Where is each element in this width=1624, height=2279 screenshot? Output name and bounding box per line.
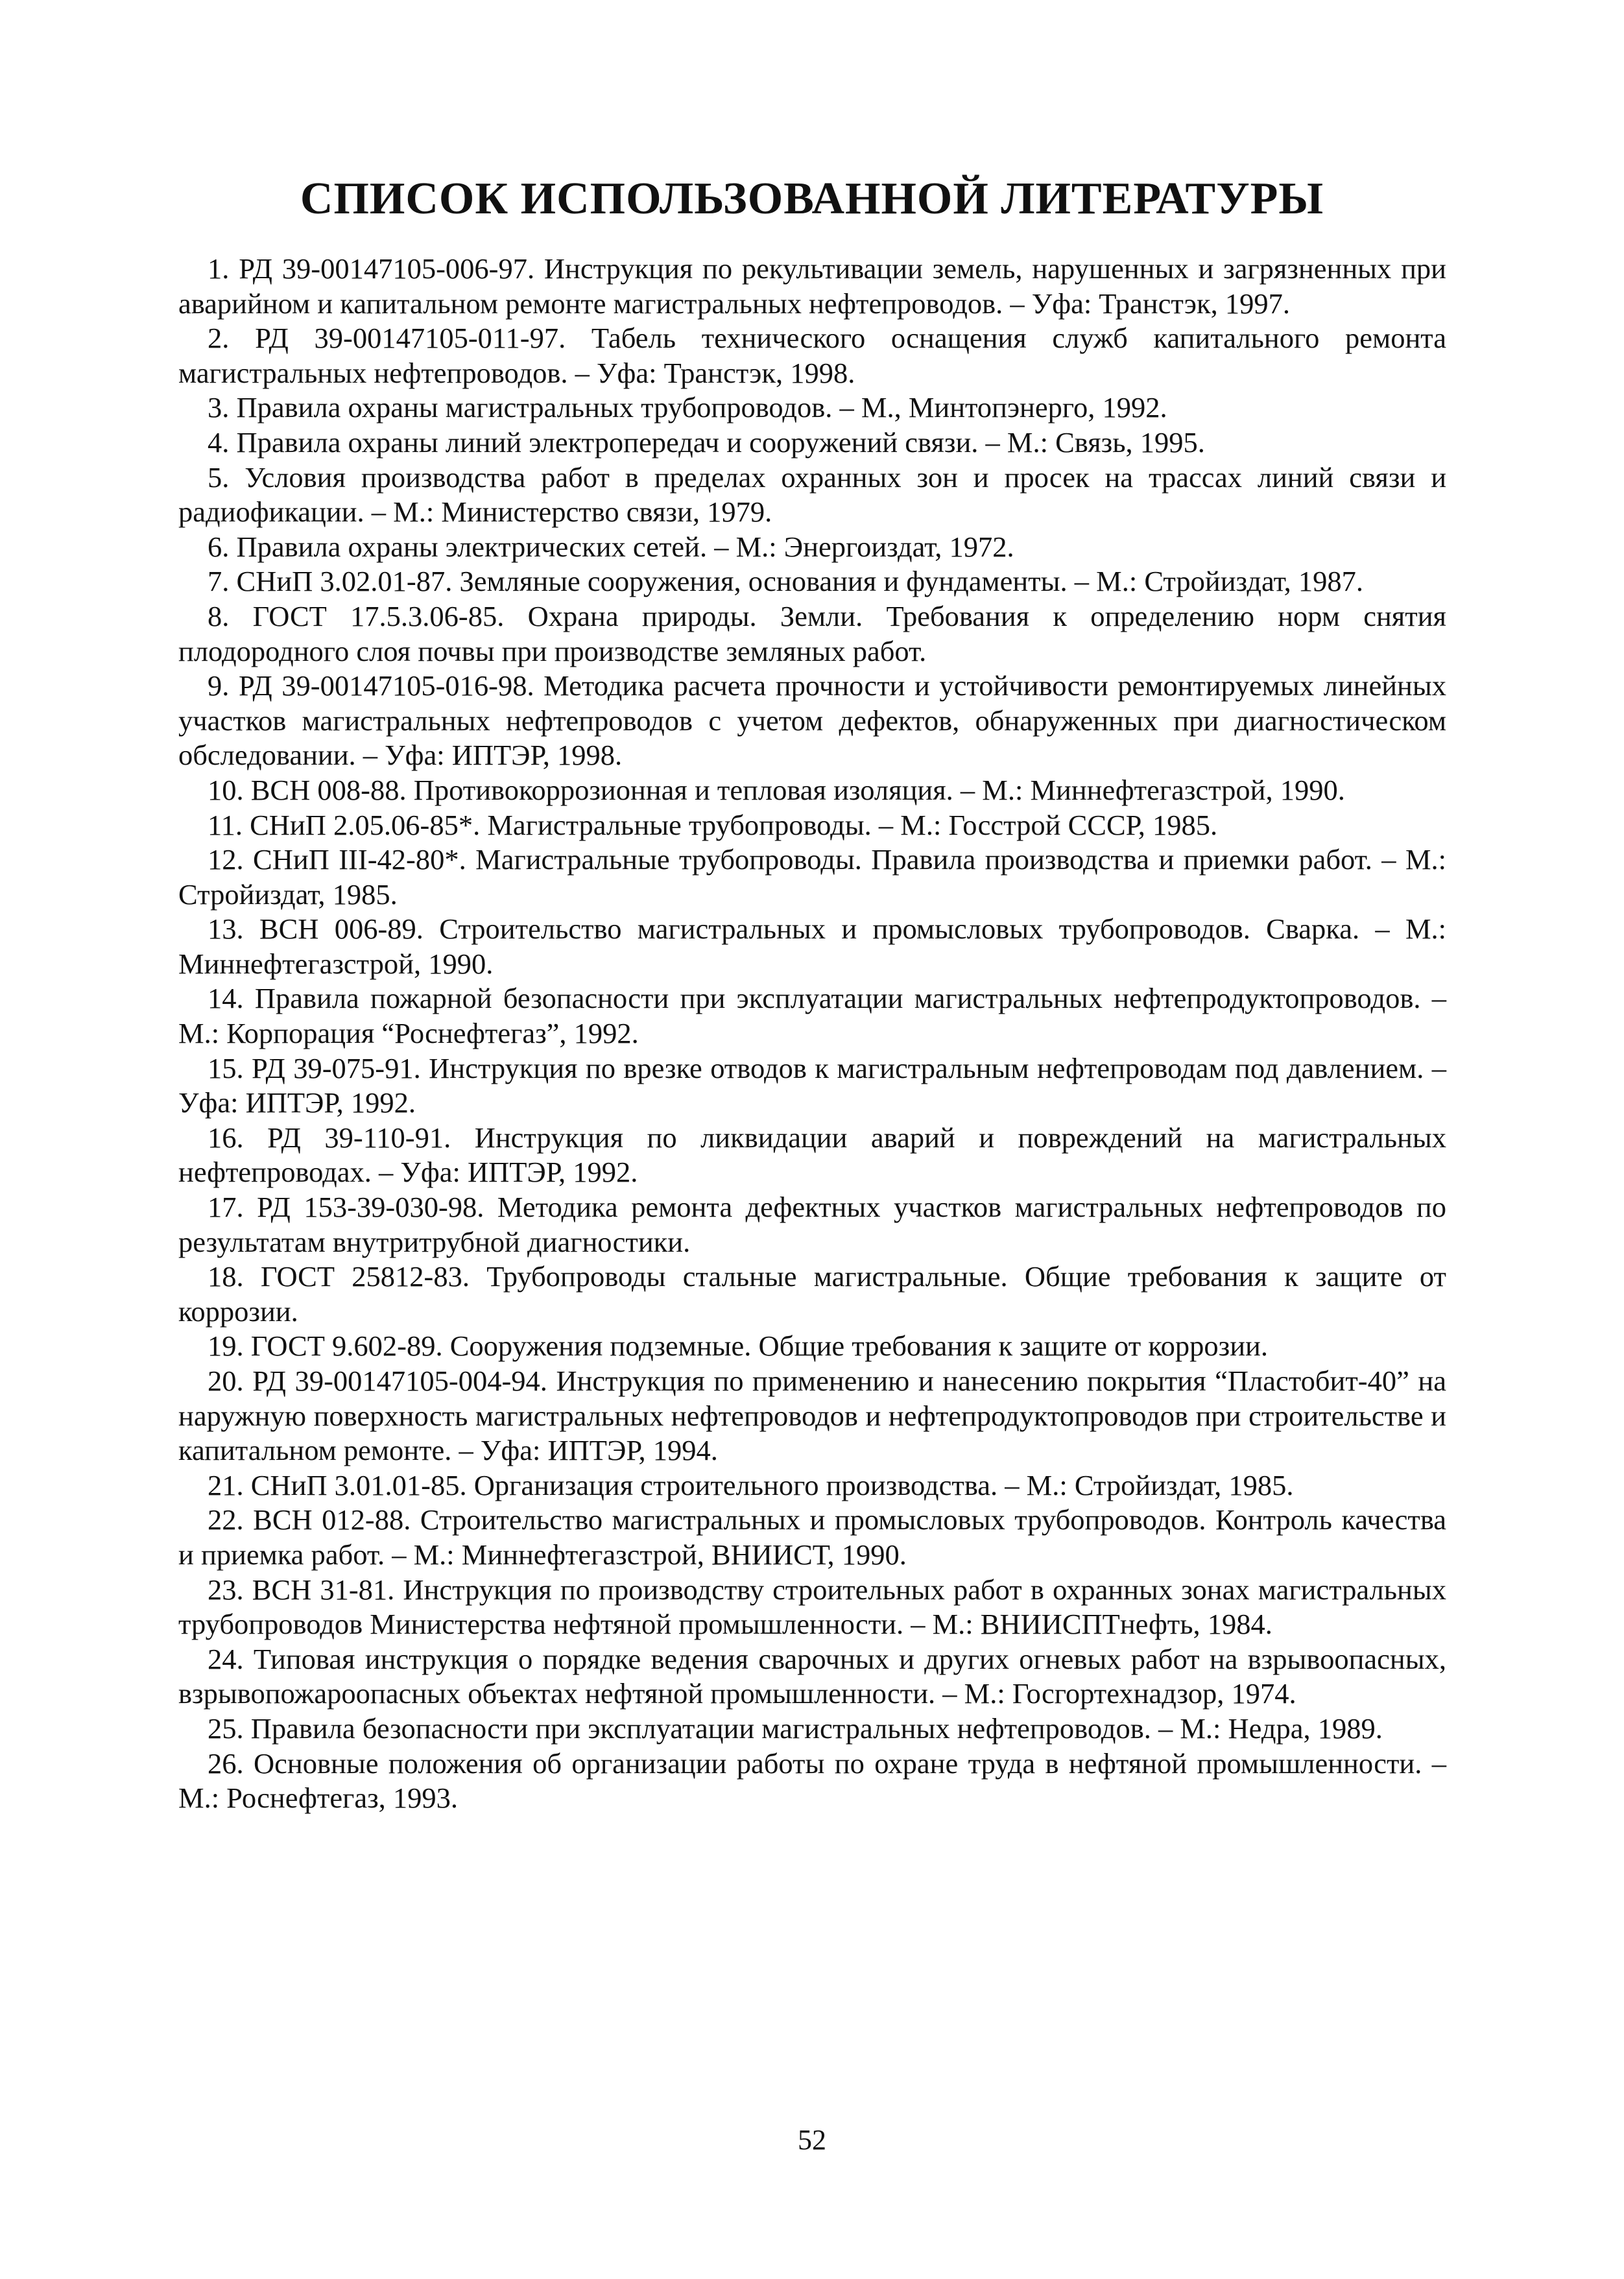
reference-text: ВСН 31-81. Инструкция по производству строительных работ в охранных зонах магистральных трубопроводов Министерства нефтяной промышленности. – М.: ВНИИСПТнефть, 1984.	[178, 1573, 1446, 1641]
reference-number: 9.	[208, 669, 230, 702]
reference-number: 15.	[208, 1051, 244, 1084]
reference-list	[178, 252, 1446, 1816]
reference-number: 17.	[208, 1191, 244, 1224]
reference-number: 7.	[208, 565, 230, 598]
reference-item	[178, 530, 1446, 565]
reference-item	[178, 252, 1446, 321]
reference-text: ГОСТ 25812-83. Трубопроводы стальные магистральные. Общие требования к защите от коррозии.	[178, 1260, 1446, 1328]
reference-number: 25.	[208, 1712, 244, 1745]
reference-text: Правила охраны электрических сетей. – М.: Энергоиздат, 1972.	[236, 530, 1014, 563]
reference-text: РД 39-110-91. Инструкция по ликвидации аварий и повреждений на магистральных нефтепроводах. – Уфа: ИПТЭР, 1992.	[178, 1121, 1446, 1189]
reference-item	[178, 425, 1446, 460]
reference-text: ВСН 012-88. Строительство магистральных и промысловых трубопроводов. Контроль качества и приемка работ. – М.: Миннефтегазстрой, ВНИИСТ, 1990.	[178, 1503, 1446, 1571]
reference-item	[178, 912, 1446, 981]
reference-number: 1.	[208, 252, 230, 285]
reference-text: ВСН 006-89. Строительство магистральных и промысловых трубопроводов. Сварка. – М.: Миннефтегазстрой, 1990.	[178, 913, 1447, 980]
reference-number: 11.	[208, 808, 243, 841]
reference-number: 24.	[208, 1642, 244, 1675]
reference-number: 3.	[208, 391, 230, 424]
reference-item	[178, 599, 1446, 669]
reference-text: РД 39-075-91. Инструкция по врезке отводов к магистральным нефтепроводам под давлением. – Уфа: ИПТЭР, 1992.	[178, 1051, 1446, 1119]
reference-number: 12.	[208, 843, 244, 876]
reference-number: 21.	[208, 1468, 244, 1501]
reference-text: Правила пожарной безопасности при эксплуатации магистральных нефтепродуктопроводов. – М.: Корпорация “Роснефтегаз”, 1992.	[178, 982, 1446, 1050]
reference-number: 14.	[208, 982, 244, 1015]
reference-number: 8.	[208, 599, 230, 632]
reference-text: СНиП 2.05.06-85*. Магистральные трубопроводы. – М.: Госстрой СССР, 1985.	[250, 808, 1218, 841]
reference-item	[178, 808, 1446, 843]
reference-number: 22.	[208, 1503, 244, 1536]
reference-text: РД 153-39-030-98. Методика ремонта дефектных участков магистральных нефтепроводов по результатам внутритрубной диагностики.	[178, 1191, 1446, 1258]
reference-number: 2.	[208, 322, 230, 355]
reference-item	[178, 460, 1446, 530]
reference-item	[178, 773, 1446, 808]
reference-text: СНиП III-42-80*. Магистральные трубопроводы. Правила производства и приемки работ. – М.: Стройиздат, 1985.	[178, 843, 1447, 911]
reference-number: 4.	[208, 425, 230, 459]
reference-text: ГОСТ 9.602-89. Сооружения подземные. Общие требования к защите от коррозии.	[250, 1330, 1268, 1363]
reference-item	[178, 321, 1446, 390]
reference-number: 19.	[208, 1330, 244, 1363]
reference-text: РД 39-00147105-011-97. Табель технического оснащения служб капитального ремонта магистральных нефтепроводов. – Уфа: Транстэк, 1998.	[178, 322, 1446, 389]
reference-number: 20.	[208, 1365, 244, 1397]
page-number: 52	[798, 2124, 826, 2156]
reference-number: 13.	[208, 913, 244, 946]
reference-text: Правила безопасности при эксплуатации магистральных нефтепроводов. – М.: Недра, 1989.	[250, 1712, 1383, 1745]
reference-item	[178, 981, 1446, 1051]
reference-item	[178, 1642, 1446, 1712]
reference-number: 10.	[208, 773, 244, 806]
page-title: СПИСОК ИСПОЛЬЗОВАННОЙ ЛИТЕРАТУРЫ	[300, 174, 1324, 224]
reference-number: 16.	[208, 1121, 244, 1154]
reference-item	[178, 1121, 1446, 1190]
reference-item	[178, 1468, 1446, 1503]
reference-text: ГОСТ 17.5.3.06-85. Охрана природы. Земли. Требования к определению норм снятия плодородного слоя почвы при производстве земляных работ.	[178, 599, 1447, 667]
reference-item	[178, 564, 1446, 599]
reference-text: Условия производства работ в пределах охранных зон и просек на трассах линий связи и радиофикации. – М.: Министерство связи, 1979.	[178, 460, 1447, 529]
reference-item	[178, 1259, 1446, 1329]
reference-text: Типовая инструкция о порядке ведения сварочных и других огневых работ на взрывоопасных, взрывопожароопасных объектах нефтяной промышленности. – М.: Госгортехнадзор, 1974.	[178, 1642, 1447, 1710]
reference-text: СНиП 3.02.01-87. Земляные сооружения, основания и фундаменты. – М.: Стройиздат, 1987.	[236, 565, 1364, 598]
reference-item	[178, 1712, 1446, 1747]
reference-text: РД 39-00147105-006-97. Инструкция по рекультивации земель, нарушенных и загрязненных при аварийном и капитальном ремонте магистральных нефтепроводов. – Уфа: Транстэк, 1997.	[178, 252, 1446, 320]
reference-item	[178, 390, 1446, 425]
reference-item	[178, 1190, 1446, 1259]
reference-text: РД 39-00147105-016-98. Методика расчета прочности и устойчивости ремонтируемых линейных участков магистральных нефтепроводов с учетом дефектов, обнаруженных при диагностическом обследовании. – Уфа: ИПТЭР, 1998.	[178, 669, 1446, 772]
reference-item	[178, 842, 1446, 912]
reference-item	[178, 1747, 1446, 1816]
reference-item	[178, 1503, 1446, 1572]
reference-number: 18.	[208, 1260, 244, 1293]
reference-text: ВСН 008-88. Противокоррозионная и тепловая изоляция. – М.: Миннефтегазстрой, 1990.	[250, 773, 1345, 806]
reference-item	[178, 1573, 1446, 1642]
reference-item	[178, 669, 1446, 773]
reference-item	[178, 1051, 1446, 1121]
reference-number: 5.	[208, 460, 230, 494]
reference-item	[178, 1364, 1446, 1468]
reference-text: РД 39-00147105-004-94. Инструкция по применению и нанесению покрытия “Пластобит-40” на наружную поверхность магистральных нефтепроводов и нефтепродуктопроводов при строительстве и капитальном ремонте. – Уфа: ИПТЭР, 1994.	[178, 1365, 1446, 1467]
reference-number: 26.	[208, 1747, 244, 1780]
reference-item	[178, 1329, 1446, 1364]
reference-number: 6.	[208, 530, 230, 563]
reference-text: Правила охраны магистральных трубопроводов. – М., Минтопэнерго, 1992.	[236, 391, 1167, 424]
reference-text: Основные положения об организации работы по охране труда в нефтяной промышленности. – М.: Роснефтегаз, 1993.	[178, 1747, 1446, 1815]
reference-text: Правила охраны линий электропередач и сооружений связи. – М.: Связь, 1995.	[236, 425, 1205, 459]
reference-number: 23.	[208, 1573, 244, 1606]
reference-text: СНиП 3.01.01-85. Организация строительного производства. – М.: Стройиздат, 1985.	[250, 1468, 1294, 1501]
